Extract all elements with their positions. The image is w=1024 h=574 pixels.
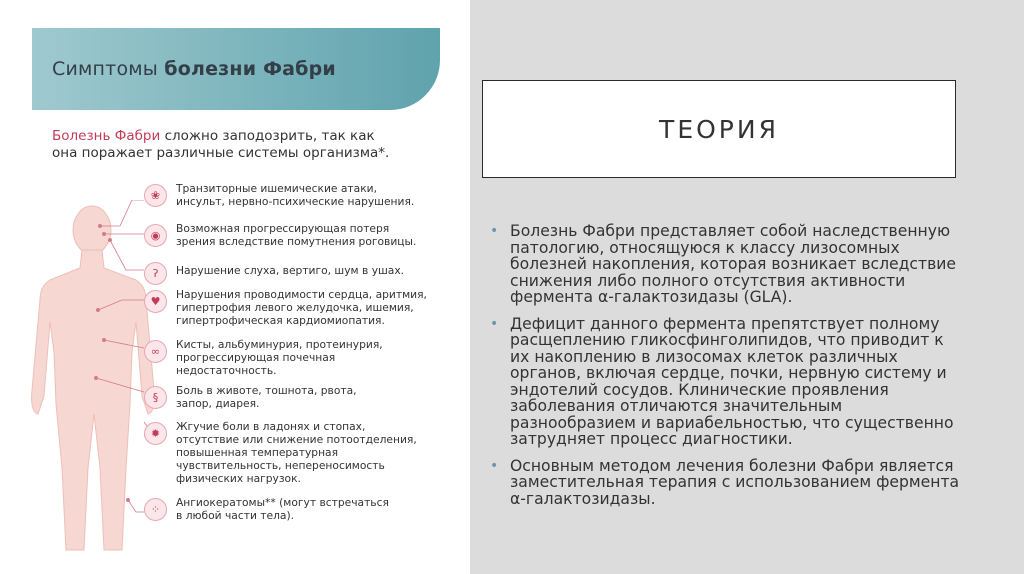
- bullet-icon: •: [490, 457, 499, 474]
- symptom-text: Нарушение слуха, вертиго, шум в ушах.: [176, 264, 405, 277]
- bullet-item: • Дефицит данного фермента препятствует полному расщеплению гликосфинголипидов, что приводит к их накоплению в лизосомах клеток различных органов, включая сердце, почки, нервную систему и эндотелий сосудов. Клинические проявления заболевания отличаются значительным разнообразием и вариабельностью, что существенно затрудняет процесс диагностики.: [490, 314, 954, 448]
- infographic-panel: [0, 0, 470, 574]
- bullet-list: [490, 223, 960, 517]
- kidney-icon: ∞: [144, 340, 167, 363]
- infographic-intro: [52, 128, 442, 162]
- symptom-item: [144, 496, 389, 524]
- symptom-item: [144, 288, 427, 327]
- human-body-figure: [24, 200, 164, 570]
- symptom-text: Боль в животе, тошнота, рвота, запор, диарея.: [176, 384, 357, 410]
- symptom-text: Возможная прогрессирующая потеря зрения вследствие помутнения роговицы.: [176, 222, 417, 248]
- bullet-icon: •: [490, 223, 499, 239]
- symptom-item: [144, 182, 414, 210]
- skin-icon: ⁘: [144, 498, 167, 521]
- bullet-item: • Болезнь Фабри представляет собой наследственную патологию, относящуюся к классу лизосомных болезней накопления, которая возникает вследствие снижения либо полного отсутствия активности фермента α-галактозидазы (GLA).: [490, 222, 956, 306]
- nerve-icon: ✹: [144, 422, 167, 445]
- intestine-icon: §: [144, 386, 167, 409]
- symptom-item: [144, 222, 416, 250]
- symptom-text: Ангиокератомы** (могут встречаться в любой части тела).: [176, 496, 389, 522]
- symptom-item: [144, 384, 357, 412]
- infographic-banner: [32, 28, 440, 110]
- theory-title-box: [482, 80, 956, 178]
- eye-icon: ◉: [144, 224, 167, 247]
- symptom-text: Жгучие боли в ладонях и стопах, отсутствие или снижение потоотделения, повышенная температурная чувствительность, непереносимость физических нагрузок.: [176, 420, 417, 485]
- bullet-item: • Основным методом лечения болезни Фабри является заместительная терапия с использованием фермента α-галактозидазы.: [490, 456, 960, 508]
- intro-line-2: она поражает различные системы организма*.: [52, 145, 390, 161]
- bullet-icon: •: [490, 315, 499, 332]
- symptom-item: [144, 420, 417, 485]
- symptom-text: Кисты, альбуминурия, протеинурия, прогрессирующая почечная недостаточность.: [176, 338, 383, 377]
- theory-title: ТЕОРИЯ: [659, 115, 779, 144]
- brain-icon: ❀: [144, 184, 167, 207]
- infographic-title: Симптомы болезни Фабри: [52, 58, 336, 80]
- symptom-text: Транзиторные ишемические атаки, инсульт, нервно-психические нарушения.: [176, 182, 415, 208]
- symptom-item: [144, 260, 404, 288]
- intro-accent: Болезнь Фабри: [52, 128, 161, 144]
- symptom-item: [144, 338, 383, 377]
- ear-icon: ʔ: [144, 262, 167, 285]
- heart-icon: ♥: [144, 290, 167, 313]
- symptom-text: Нарушения проводимости сердца, аритмия, гипертрофия левого желудочка, ишемия, гипертрофическая кардиомиопатия.: [176, 288, 427, 327]
- intro-rest: сложно заподозрить, так как: [160, 128, 375, 144]
